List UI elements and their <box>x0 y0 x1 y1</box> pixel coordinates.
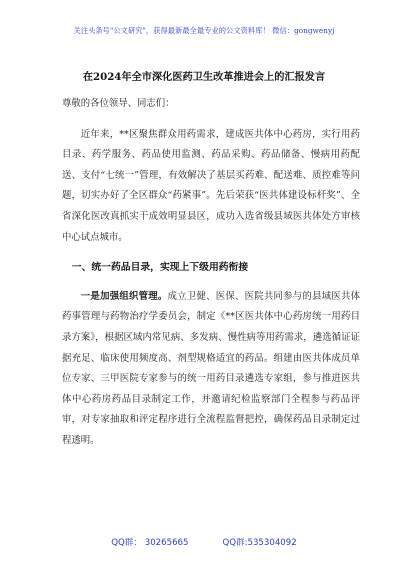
salutation: 尊敬的各位领导、同志们： <box>62 98 175 109</box>
paragraph-organization <box>62 287 360 452</box>
footer <box>0 536 408 548</box>
footer-qq-group-2: QQ群:535304092 <box>222 538 297 548</box>
header-banner: 关注头条号"公文研究"，获得最新最全最专业的公文资料库！ 微信：gongwenyj <box>73 26 335 35</box>
paragraph-text: 成立卫健、医保、医院共同参与的县域医共体药事管理与药物治疗学委员会，制定《**区医共体中心药房统一用药目录方案》，根据区域内常见病、多发病、慢性病等用药需求，遴选循证证据充足、临床使用频度高、剂型规格适宜的药品。组建由医共体成员单位专家、三甲医院专家参与的统一用药目录遴选专家组，参与推进医共体中心药房药品目录制定工作，并邀请纪检监察部门全程参与药品评审，对专家抽取和评定程序进行全流程监督把控，确保药品目录制定过程透明。 <box>62 290 360 446</box>
page-title: 在2024年全市深化医药卫生改革推进会上的汇报发言 <box>82 71 326 83</box>
paragraph-intro: 近年来，**区聚焦群众用药需求，建成医共体中心药房，实行用药目录、药学服务、药品使用监测、药品采购、药品储备、慢病用药配送、支付“七统一”管理，有效解决了基层买药难、配送难、质控难等问题，切实办好了全区群众“药紧事”。先后荣获“医共体建设标杆奖”、全省深化医改真抓实干成效明显县区，成功入选省级县域医共体处方审核中心试点城市。 <box>62 128 360 243</box>
document-body <box>62 94 360 452</box>
footer-qq-group-1: QQ群： 30265665 <box>111 538 189 548</box>
section-heading: 一、统一药品目录，实现上下级用药衔接 <box>71 262 249 274</box>
paragraph-lead: 一是加强组织管理。 <box>80 290 168 302</box>
